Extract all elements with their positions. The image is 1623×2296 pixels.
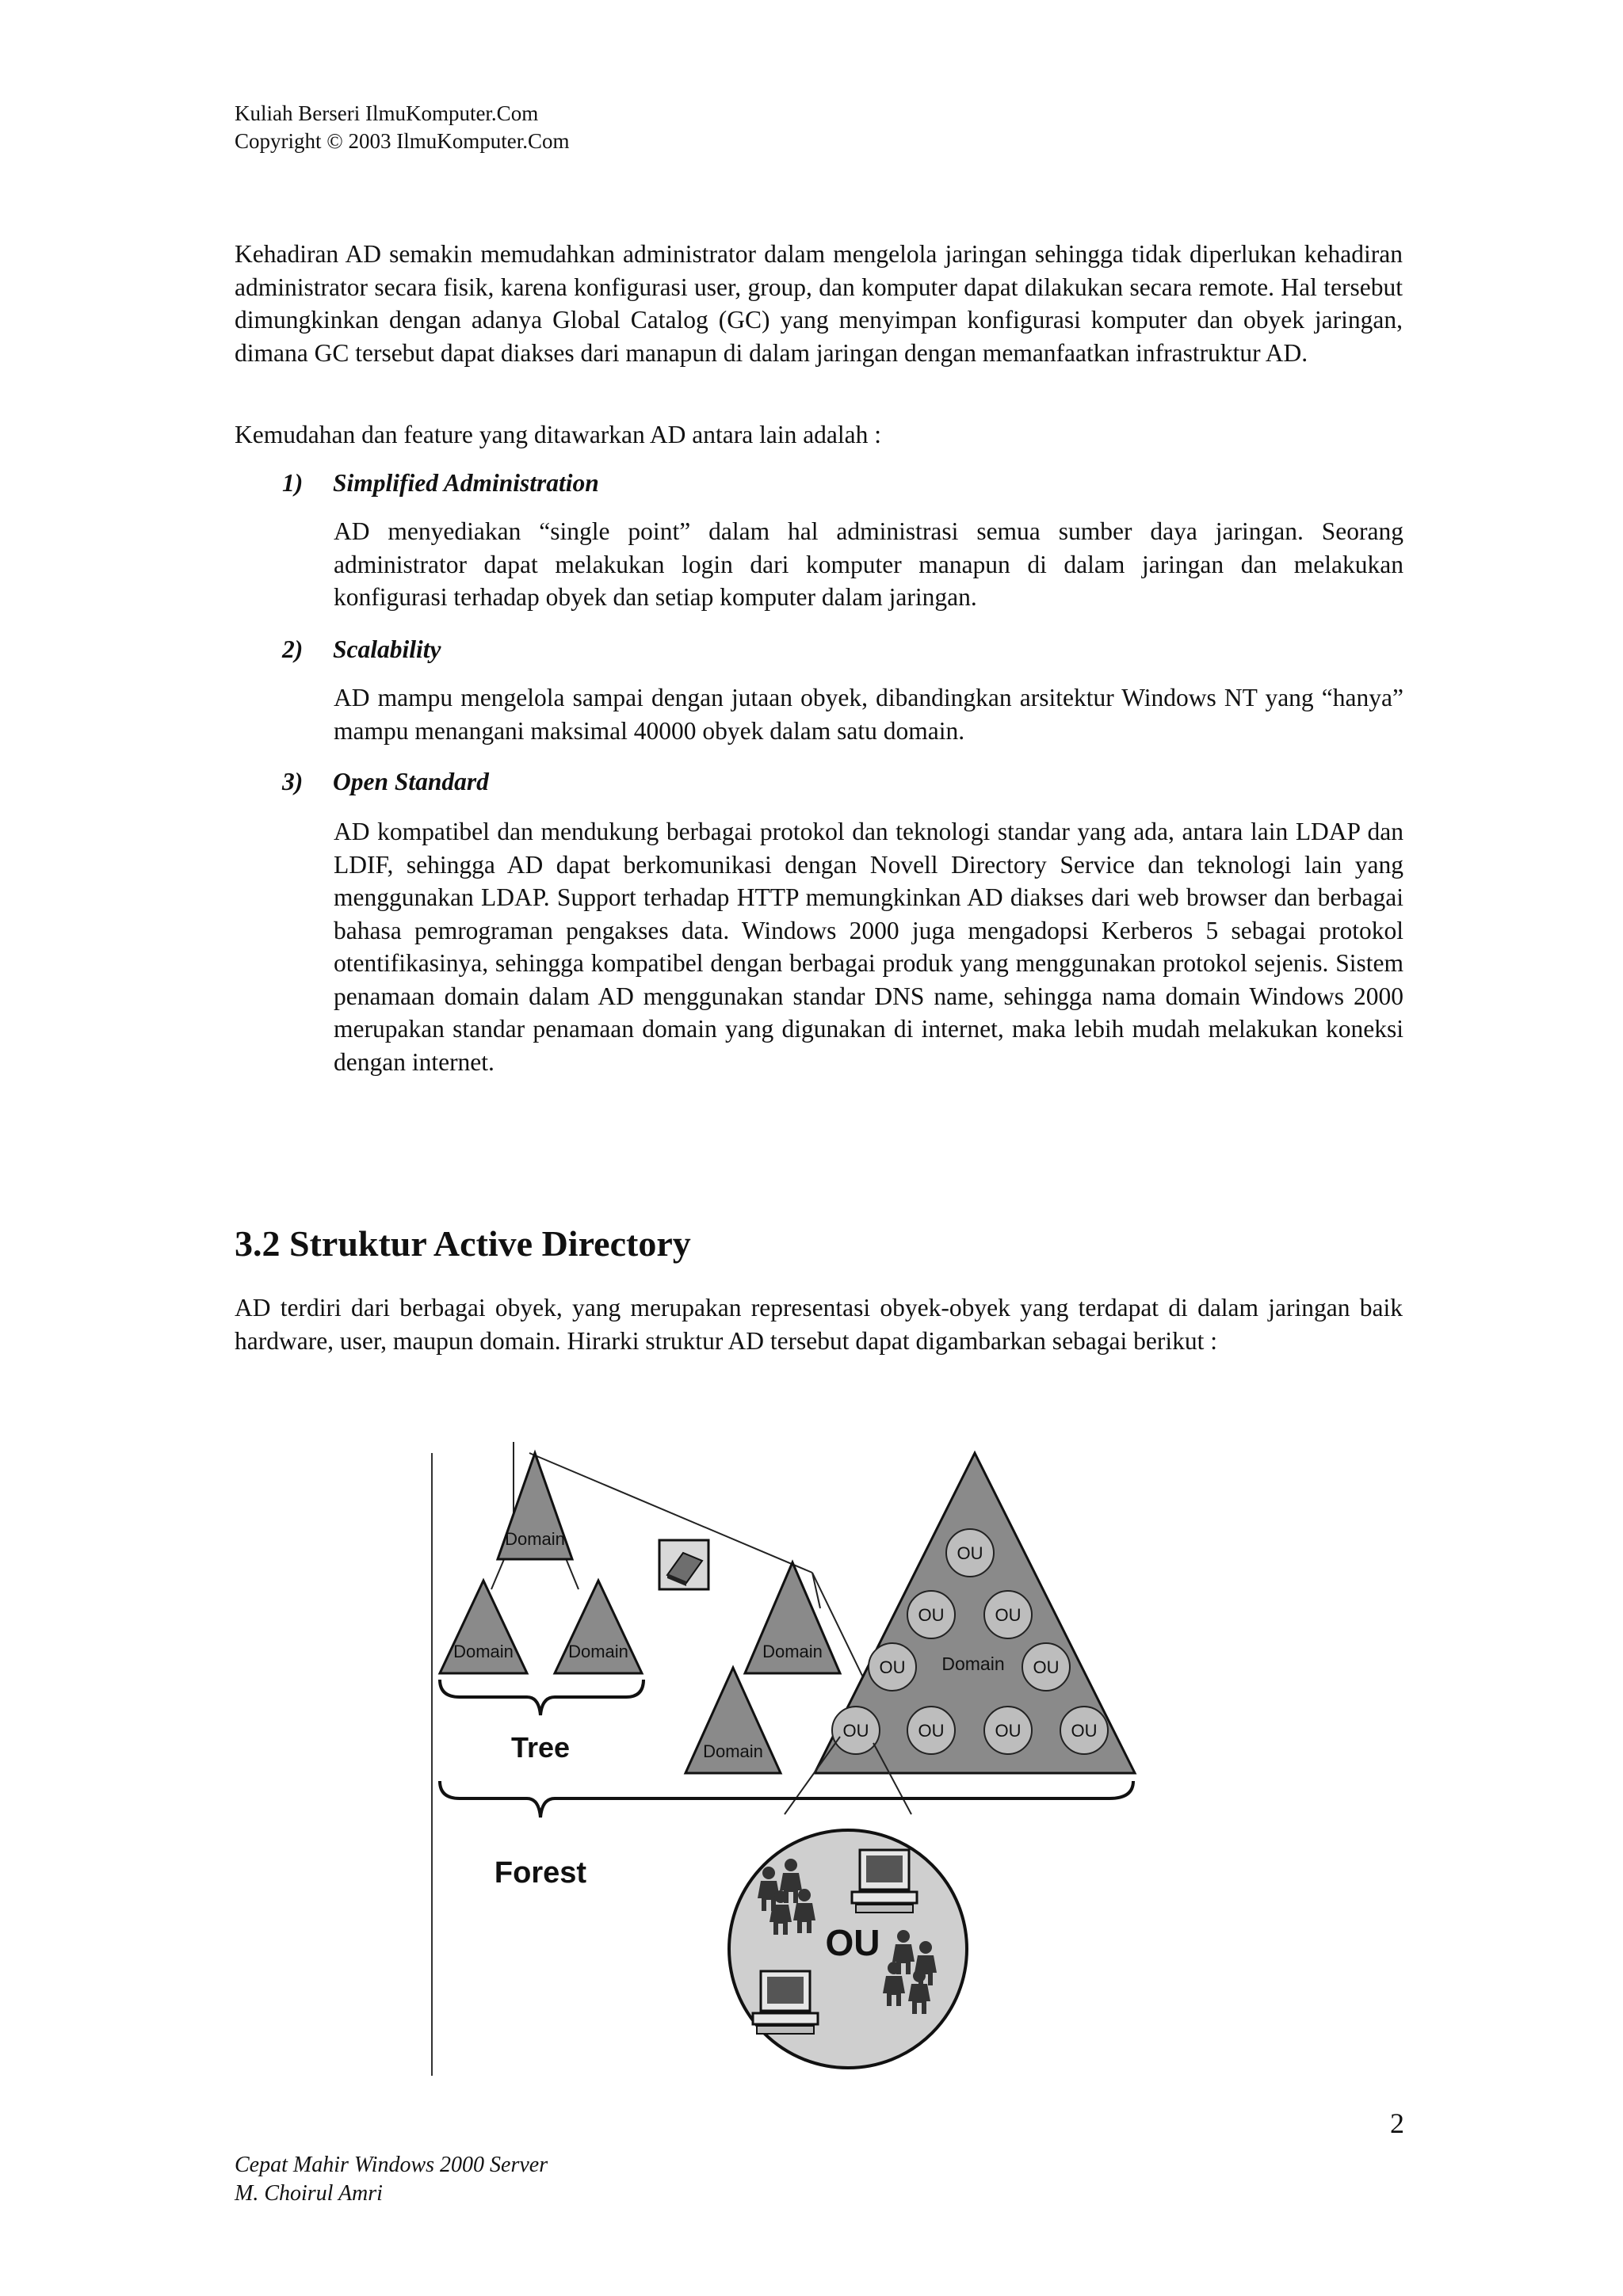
domain-label-tree2-child: Domain [703, 1741, 763, 1761]
forest-label: Forest [494, 1856, 587, 1890]
feature-3-text: AD kompatibel dan mendukung berbagai protokol dan teknologi standar yang ada, antara lain LDAP dan LDIF, sehingga AD dapat berkomunikasi dengan Novell Directory Service dan teknologi lain yang menggunakan LDAP. Support terhadap HTTP memungkinkan AD diakses dari web browser dan berbagai bahasa pemrograman pengakses data. Windows 2000 juga mengadopsi Kerberos 5 sebagai protokol otentifikasinya, sehingga kompatibel dengan berbagai produk yang menggunakan protokol sejenis. Sistem penamaan domain dalam AD menggunakan standar DNS name, sehingga nama domain Windows 2000 merupakan standar penamaan domain yang digunakan di internet, maka lebih mudah melakukan koneksi dengan internet. [334, 818, 1403, 1076]
feature-2-text: AD mampu mengelola sampai dengan jutaan obyek, dibandingkan arsitektur Windows NT yang “hanya” mampu menangani maksimal 40000 obyek dalam satu domain. [334, 684, 1403, 745]
header-line-1: Kuliah Berseri IlmuKomputer.Com [235, 101, 539, 125]
ou-label-1: OU [957, 1543, 983, 1563]
ou-label-3: OU [995, 1605, 1022, 1625]
ou-label-5: OU [1033, 1657, 1060, 1677]
domain-label-ou-triangle: Domain [941, 1653, 1005, 1674]
page-footer [235, 2151, 548, 2208]
ou-label-2: OU [918, 1605, 945, 1625]
ou-label-4: OU [879, 1657, 906, 1677]
feature-3-number: 3) [282, 768, 304, 795]
domain-triangle-root [498, 1453, 572, 1559]
page-number: 2 [1390, 2107, 1404, 2139]
page-header [235, 100, 570, 155]
feature-1-text: AD menyediakan “single point” dalam hal administrasi semua sumber daya jaringan. Seorang administrator dapat melakukan login dari komputer manapun di dalam jaringan dan melakukan konfigurasi terhadap obyek dan setiap komputer dalam jaringan. [334, 517, 1403, 611]
global-catalog-icon [659, 1540, 708, 1589]
ou-label-8: OU [995, 1721, 1022, 1741]
intro-paragraph: Kehadiran AD semakin memudahkan administrator dalam mengelola jaringan sehingga tidak diperlukan kehadiran administrator secara fisik, karena konfigurasi user, group, dan komputer dapat dilakukan secara remote. Hal tersebut dimungkinkan dengan adanya Global Catalog (GC) yang menyimpan konfigurasi komputer dan obyek jaringan, dimana GC tersebut dapat diakses dari manapun di dalam jaringan dengan memanfaatkan infrastruktur AD. [235, 240, 1403, 367]
ou-label-9: OU [1071, 1721, 1098, 1741]
section-heading: 3.2 Struktur Active Directory [235, 1223, 691, 1264]
magnified-ou [729, 1830, 967, 2068]
tree-label: Tree [510, 1731, 571, 1764]
header-line-2: Copyright © 2003 IlmuKomputer.Com [235, 129, 570, 153]
footer-book-title: Cepat Mahir Windows 2000 Server [235, 2153, 548, 2177]
feature-1-number: 1) [282, 469, 304, 497]
ad-structure-diagram [412, 1442, 1205, 2092]
computer-icon-1 [852, 1850, 917, 1913]
magnified-ou-label: OU [825, 1922, 880, 1963]
domain-triangle-tree2-root [745, 1562, 840, 1673]
feature-1-title: Simplified Administration [333, 469, 599, 497]
computer-icon-2 [753, 1971, 818, 2034]
domain-triangle-mid [555, 1581, 642, 1673]
feature-2-title: Scalability [333, 635, 441, 663]
ou-label-6: OU [842, 1721, 869, 1741]
footer-author: M. Choirul Amri [235, 2181, 383, 2206]
ou-label-7: OU [918, 1721, 945, 1741]
feature-2-number: 2) [282, 635, 304, 663]
domain-label-tree2-root: Domain [762, 1642, 823, 1661]
domain-triangle-left [440, 1581, 527, 1673]
feature-3-title: Open Standard [333, 768, 489, 795]
domain-triangle-tree2-child [685, 1668, 781, 1773]
domain-with-ous [815, 1453, 1135, 1773]
domain-label-mid: Domain [568, 1642, 628, 1661]
domain-label-root: Domain [505, 1529, 565, 1549]
features-lead: Kemudahan dan feature yang ditawarkan AD antara lain adalah : [235, 421, 882, 448]
domain-label-left: Domain [453, 1642, 514, 1661]
tree-brace [440, 1680, 643, 1764]
section-paragraph: AD terdiri dari berbagai obyek, yang merupakan representasi obyek-obyek yang terdapat di dalam jaringan baik hardware, user, maupun domain. Hirarki struktur AD tersebut dapat digambarkan sebagai berikut : [235, 1294, 1403, 1355]
ad-structure-figure [412, 1442, 1205, 2092]
